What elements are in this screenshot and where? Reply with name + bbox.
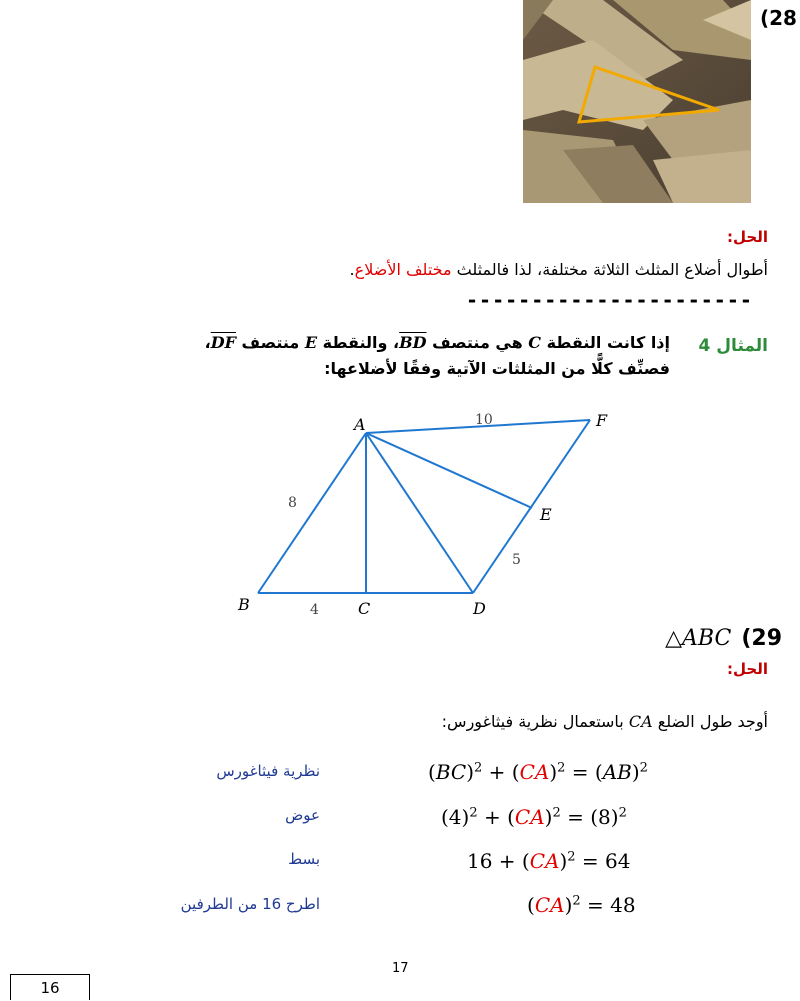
segment-df bbox=[473, 420, 590, 593]
example-4-label: المثال 4 bbox=[698, 336, 768, 356]
segment-bd: BD bbox=[399, 333, 427, 352]
label-d: D bbox=[473, 599, 486, 618]
label-f: F bbox=[596, 411, 608, 430]
equation-1: (BC)$^2$ + (CA)$^2$ = (AB)$^2$ bbox=[428, 760, 648, 784]
label-a: A bbox=[354, 415, 366, 434]
q28-text-before: أطوال أضلاع المثلث الثلاثة مختلفة، لذا فالمثلث bbox=[451, 260, 768, 279]
stone-lattice-photo-image bbox=[523, 0, 751, 203]
question-29-number: (29 bbox=[741, 626, 782, 651]
label-c: C bbox=[358, 599, 371, 618]
triangles-figure bbox=[230, 400, 630, 630]
q28-solution-label: الحل: bbox=[727, 228, 768, 246]
q28-solution-text bbox=[350, 260, 768, 279]
page-number-center: 17 bbox=[392, 961, 409, 976]
question-28-number: (28 bbox=[760, 6, 797, 30]
point-c: C bbox=[528, 333, 542, 352]
q29-solution-label: الحل: bbox=[727, 660, 768, 678]
step-3-note: بسط bbox=[288, 850, 320, 868]
point-e: E bbox=[304, 333, 318, 352]
equation-4: (CA)$^2$ = 48 bbox=[527, 893, 636, 917]
example-4-statement bbox=[70, 330, 670, 382]
segment-ab bbox=[258, 433, 366, 593]
example-4-line-2: فصنِّف كلًّا من المثلثات الآتية وفقًا لأضلاعها: bbox=[324, 359, 670, 378]
length-af: 10 bbox=[475, 412, 493, 428]
question-29-header bbox=[665, 626, 782, 651]
q29-intro: أوجد طول الضلع CA باستعمال نظرية فيثاغورس: bbox=[441, 712, 768, 731]
length-ab: 8 bbox=[288, 495, 297, 511]
triangle-abc-label: △ABC bbox=[665, 626, 732, 651]
geometry-diagram bbox=[230, 400, 630, 630]
step-4-note: اطرح 16 من الطرفين bbox=[180, 895, 320, 913]
label-b: B bbox=[238, 595, 250, 614]
step-2-note: عوض bbox=[285, 806, 320, 824]
segment-df: DF bbox=[210, 333, 236, 352]
equation-2: $(4)^2 + (CA)^2 = (8)^2$ bbox=[441, 805, 627, 829]
step-1-note: نظرية فيثاغورس bbox=[216, 762, 320, 780]
label-e: E bbox=[540, 505, 552, 524]
length-de: 5 bbox=[512, 552, 521, 568]
page-number-box: 16 bbox=[10, 974, 90, 1000]
equation-3: 16 + (CA)$^2$ = 64 bbox=[467, 849, 631, 873]
q28-text-highlight: مختلف الأضلاع bbox=[354, 260, 452, 279]
stone-lattice-photo bbox=[523, 0, 751, 203]
q28-text-after: . bbox=[349, 260, 355, 279]
section-divider: ---------------------- bbox=[466, 288, 753, 312]
example-4-line-1: إذا كانت النقطة C هي منتصف BD، والنقطة E منتصف DF، bbox=[204, 333, 670, 352]
side-ca: CA bbox=[628, 712, 653, 731]
length-bc: 4 bbox=[310, 602, 319, 618]
